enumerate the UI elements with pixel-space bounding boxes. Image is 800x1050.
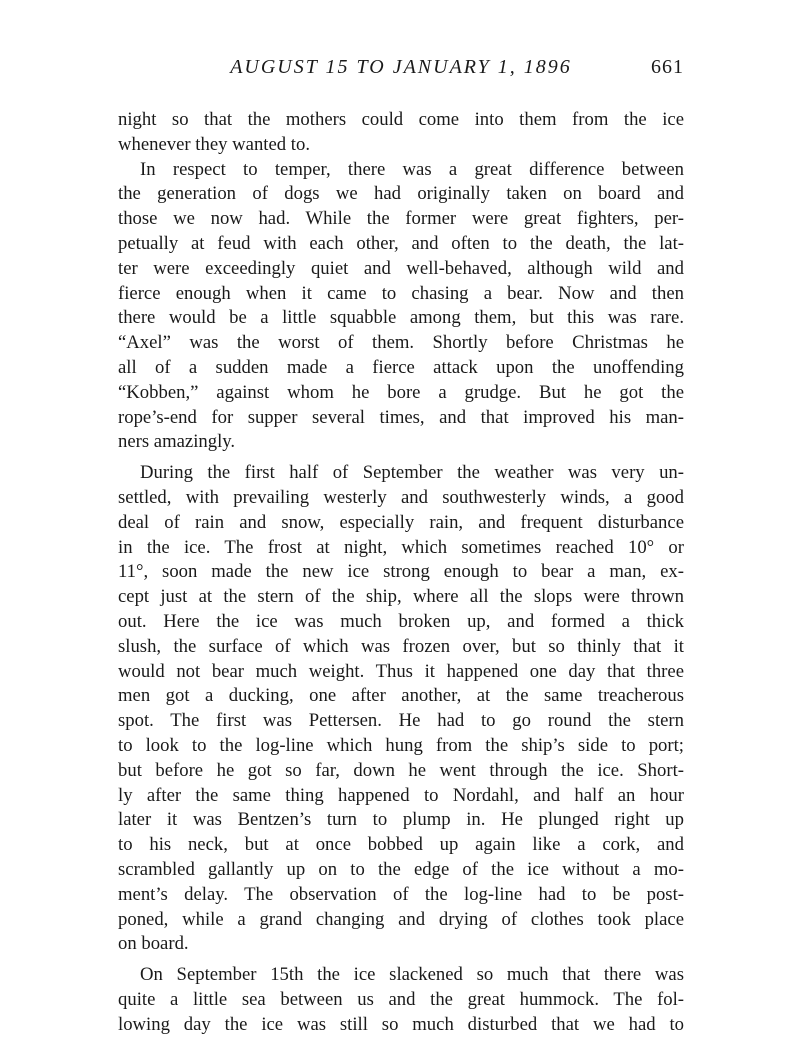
text-line: but before he got so far, down he went through the ice. Short- — [118, 759, 684, 781]
text-line: there would be a little squabble among them, but this was rare. — [118, 307, 684, 329]
text-line: deal of rain and snow, especially rain, and frequent disturbance — [118, 511, 684, 533]
text-line: in the ice. The frost at night, which sometimes reached 10° or — [118, 536, 684, 558]
text-line: quite a little sea between us and the great hummock. The fol- — [118, 988, 684, 1010]
text-line: ter were exceedingly quiet and well-behaved, although wild and — [118, 257, 684, 279]
text-line: would not bear much weight. Thus it happened one day that three — [118, 660, 684, 682]
text-line: spot. The first was Pettersen. He had to go round the stern — [118, 710, 684, 732]
text-line: ners amazingly. — [118, 431, 236, 453]
text-line: to look to the log-line which hung from the ship’s side to port; — [118, 734, 684, 756]
text-line: the generation of dogs we had originally taken on board and — [118, 183, 684, 205]
text-line: slush, the surface of which was frozen over, but so thinly that it — [118, 635, 684, 657]
text-line: whenever they wanted to. — [118, 133, 310, 155]
text-line: “Kobben,” against whom he bore a grudge. But he got the — [118, 381, 684, 403]
text-line: night so that the mothers could come into them from the ice — [118, 109, 684, 130]
text-line: During the first half of September the weather was very un- — [140, 462, 684, 484]
page-number: 661 — [651, 56, 684, 78]
text-line: ment’s delay. The observation of the log-line had to be post- — [118, 883, 684, 905]
text-line: men got a ducking, one after another, at the same treacherous — [118, 685, 684, 707]
text-line: scrambled gallantly up on to the edge of the ice without a mo- — [118, 858, 684, 880]
text-line: on board. — [118, 933, 189, 955]
text-line: later it was Bentzen’s turn to plump in. He plunged right up — [118, 809, 684, 831]
running-header — [118, 56, 684, 86]
text-line: In respect to temper, there was a great difference between — [140, 158, 684, 180]
text-line: petually at feud with each other, and often to the death, the lat- — [118, 232, 684, 254]
text-line: “Axel” was the worst of them. Shortly before Christmas he — [118, 332, 684, 354]
text-line: On September 15th the ice slackened so much that there was — [140, 964, 684, 986]
text-line: those we now had. While the former were great fighters, per- — [118, 208, 684, 230]
text-line: to his neck, but at once bobbed up again like a cork, and — [118, 834, 684, 856]
text-line: fierce enough when it came to chasing a bear. Now and then — [118, 282, 684, 304]
text-line: rope’s-end for supper several times, and that improved his man- — [118, 406, 684, 428]
text-line: out. Here the ice was much broken up, and formed a thick — [118, 610, 684, 632]
text-line: lowing day the ice was still so much disturbed that we had to — [118, 1013, 684, 1035]
text-line: ly after the same thing happened to Nordahl, and half an hour — [118, 784, 684, 806]
running-title: AUGUST 15 TO JANUARY 1, 1896 — [230, 56, 572, 78]
body-text — [118, 108, 684, 1037]
text-line: all of a sudden made a fierce attack upon the unoffending — [118, 356, 684, 378]
text-line: poned, while a grand changing and drying of clothes took place — [118, 908, 684, 930]
text-line: 11°, soon made the new ice strong enough to bear a man, ex- — [118, 561, 684, 583]
text-line: settled, with prevailing westerly and southwesterly winds, a good — [118, 486, 684, 508]
text-line: cept just at the stern of the ship, where all the slops were thrown — [118, 586, 684, 608]
